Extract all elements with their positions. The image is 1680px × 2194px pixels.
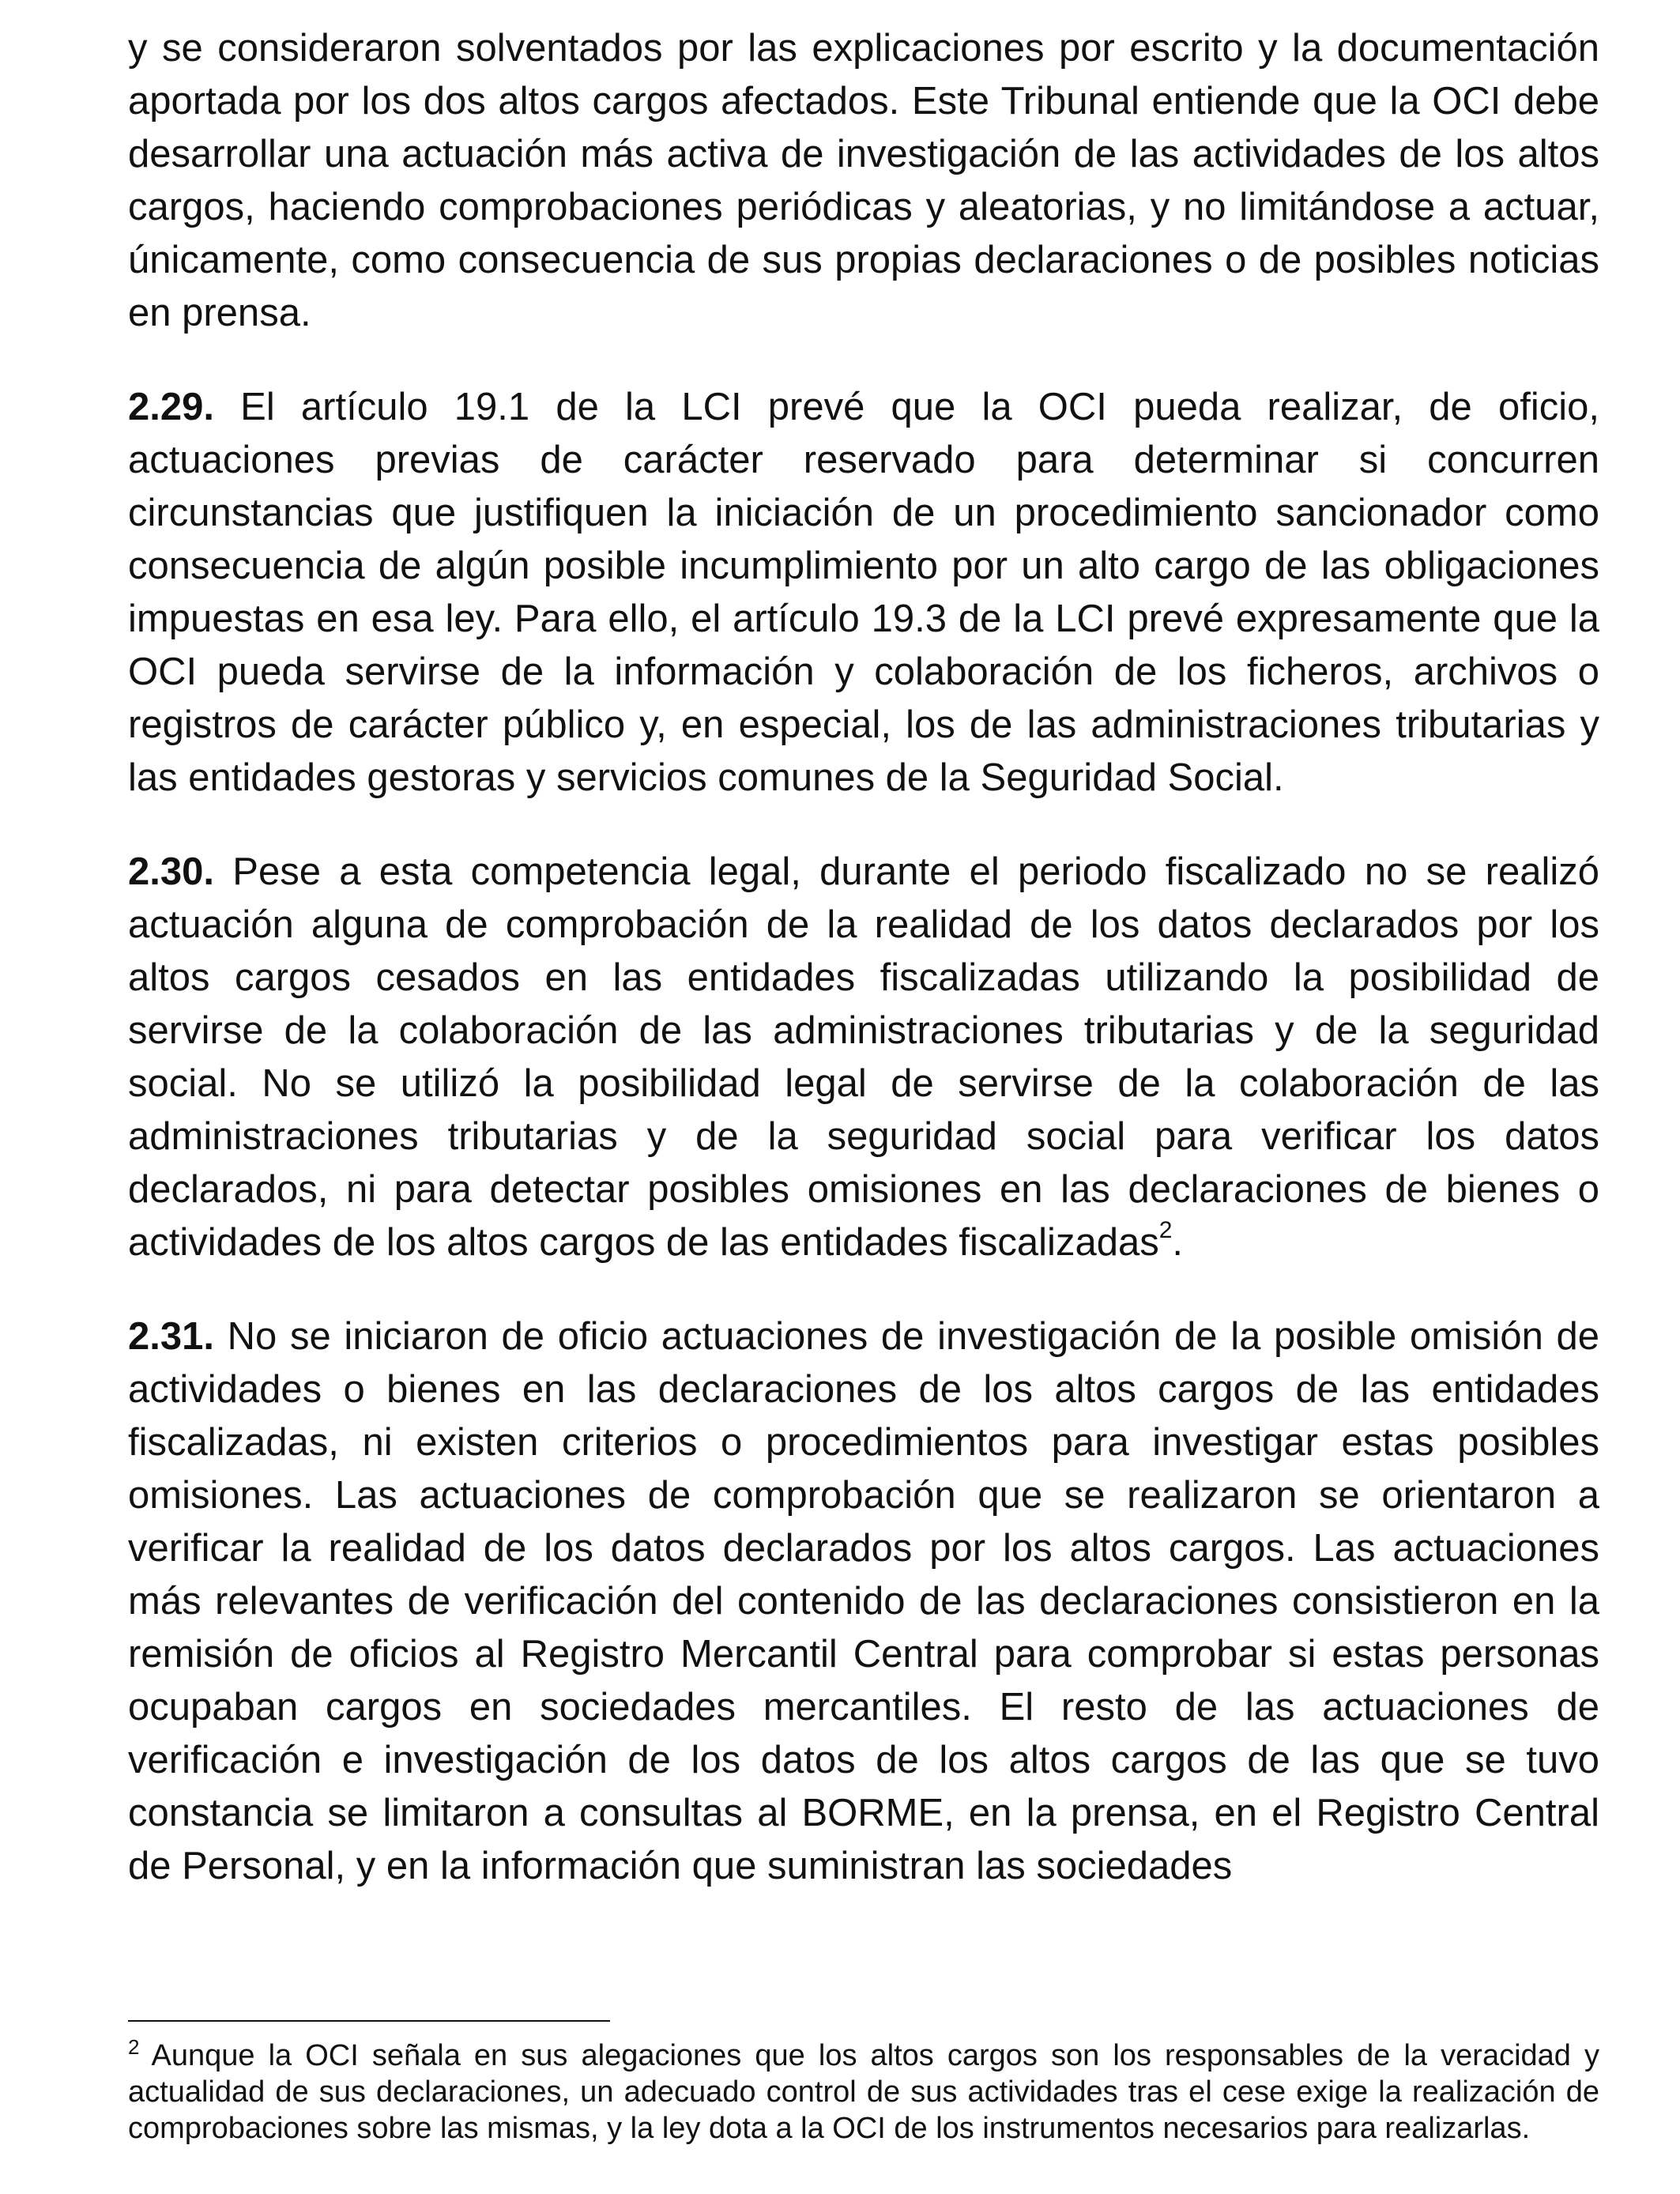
paragraph-text: El artículo 19.1 de la LCI prevé que la OCI pueda realizar, de oficio, actuaciones previas de carácter reservado para determinar si concurren circunstancias que justifiquen la iniciación de un procedimiento sancionador como consecuencia de algún posible incumplimiento por un alto cargo de las obligaciones impuestas en esa ley. Para ello, el artículo 19.3 de la LCI prevé expresamente que la OCI pueda servirse de la información y colaboración de los ficheros, archivos o registros de carácter público y, en especial, los de las administraciones tributarias y las entidades gestoras y servicios comunes de la Seguridad Social. [128, 386, 1599, 799]
paragraph-tail: . [1172, 1221, 1184, 1264]
footnote [128, 2035, 1599, 2147]
paragraph-continuation [128, 22, 1599, 340]
paragraph-2-30 [128, 846, 1599, 1269]
paragraph-2-29 [128, 381, 1599, 805]
paragraph-2-31 [128, 1310, 1599, 1893]
paragraph-text: y se consideraron solventados por las explicaciones por escrito y la documentación aportada por los dos altos cargos afectados. Este Tribunal entiende que la OCI debe desarrollar una actuación más activa de investigación de las actividades de los altos cargos, haciendo comprobaciones periódicas y aleatorias, y no limitándose a actuar, únicamente, como consecuencia de sus propias declaraciones o de posibles noticias en prensa. [128, 27, 1599, 334]
footnote-reference[interactable]: 2 [1158, 1217, 1173, 1243]
paragraph-number: 2.31. [128, 1315, 214, 1358]
paragraph-number: 2.30. [128, 850, 214, 893]
paragraph-text: Pese a esta competencia legal, durante el periodo fiscalizado no se realizó actuación alguna de comprobación de la realidad de los datos declarados por los altos cargos cesados en las entidades fiscalizadas utilizando la posibilidad de servirse de la colaboración de las administraciones tributarias y de la seguridad social. No se utilizó la posibilidad legal de servirse de la colaboración de las administraciones tributarias y de la seguridad social para verificar los datos declarados, ni para detectar posibles omisiones en las declaraciones de bienes o actividades de los altos cargos de las entidades fiscalizadas [128, 850, 1599, 1264]
paragraph-text: No se iniciaron de oficio actuaciones de investigación de la posible omisión de actividades o bienes en las declaraciones de los altos cargos de las entidades fiscalizadas, ni existen criterios o procedimientos para investigar estas posibles omisiones. Las actuaciones de comprobación que se realizaron se orientaron a verificar la realidad de los datos declarados por los altos cargos. Las actuaciones más relevantes de verificación del contenido de las declaraciones consistieron en la remisión de oficios al Registro Mercantil Central para comprobar si estas personas ocupaban cargos en sociedades mercantiles. El resto de las actuaciones de verificación e investigación de los datos de los altos cargos de las que se tuvo constancia se limitaron a consultas al BORME, en la prensa, en el Registro Central de Personal, y en la información que suministran las sociedades [128, 1315, 1599, 1887]
footnote-text: Aunque la OCI señala en sus alegaciones que los altos cargos son los responsables de la veracidad y actualidad de sus declaraciones, un adecuado control de sus actividades tras el cese exige la realización de comprobaciones sobre las mismas, y la ley dota a la OCI de los instrumentos necesarios para realizarlas. [128, 2039, 1599, 2145]
document-body [128, 22, 1599, 1934]
footnote-separator [128, 2020, 610, 2022]
paragraph-number: 2.29. [128, 386, 214, 428]
footnote-marker: 2 [128, 2035, 140, 2059]
